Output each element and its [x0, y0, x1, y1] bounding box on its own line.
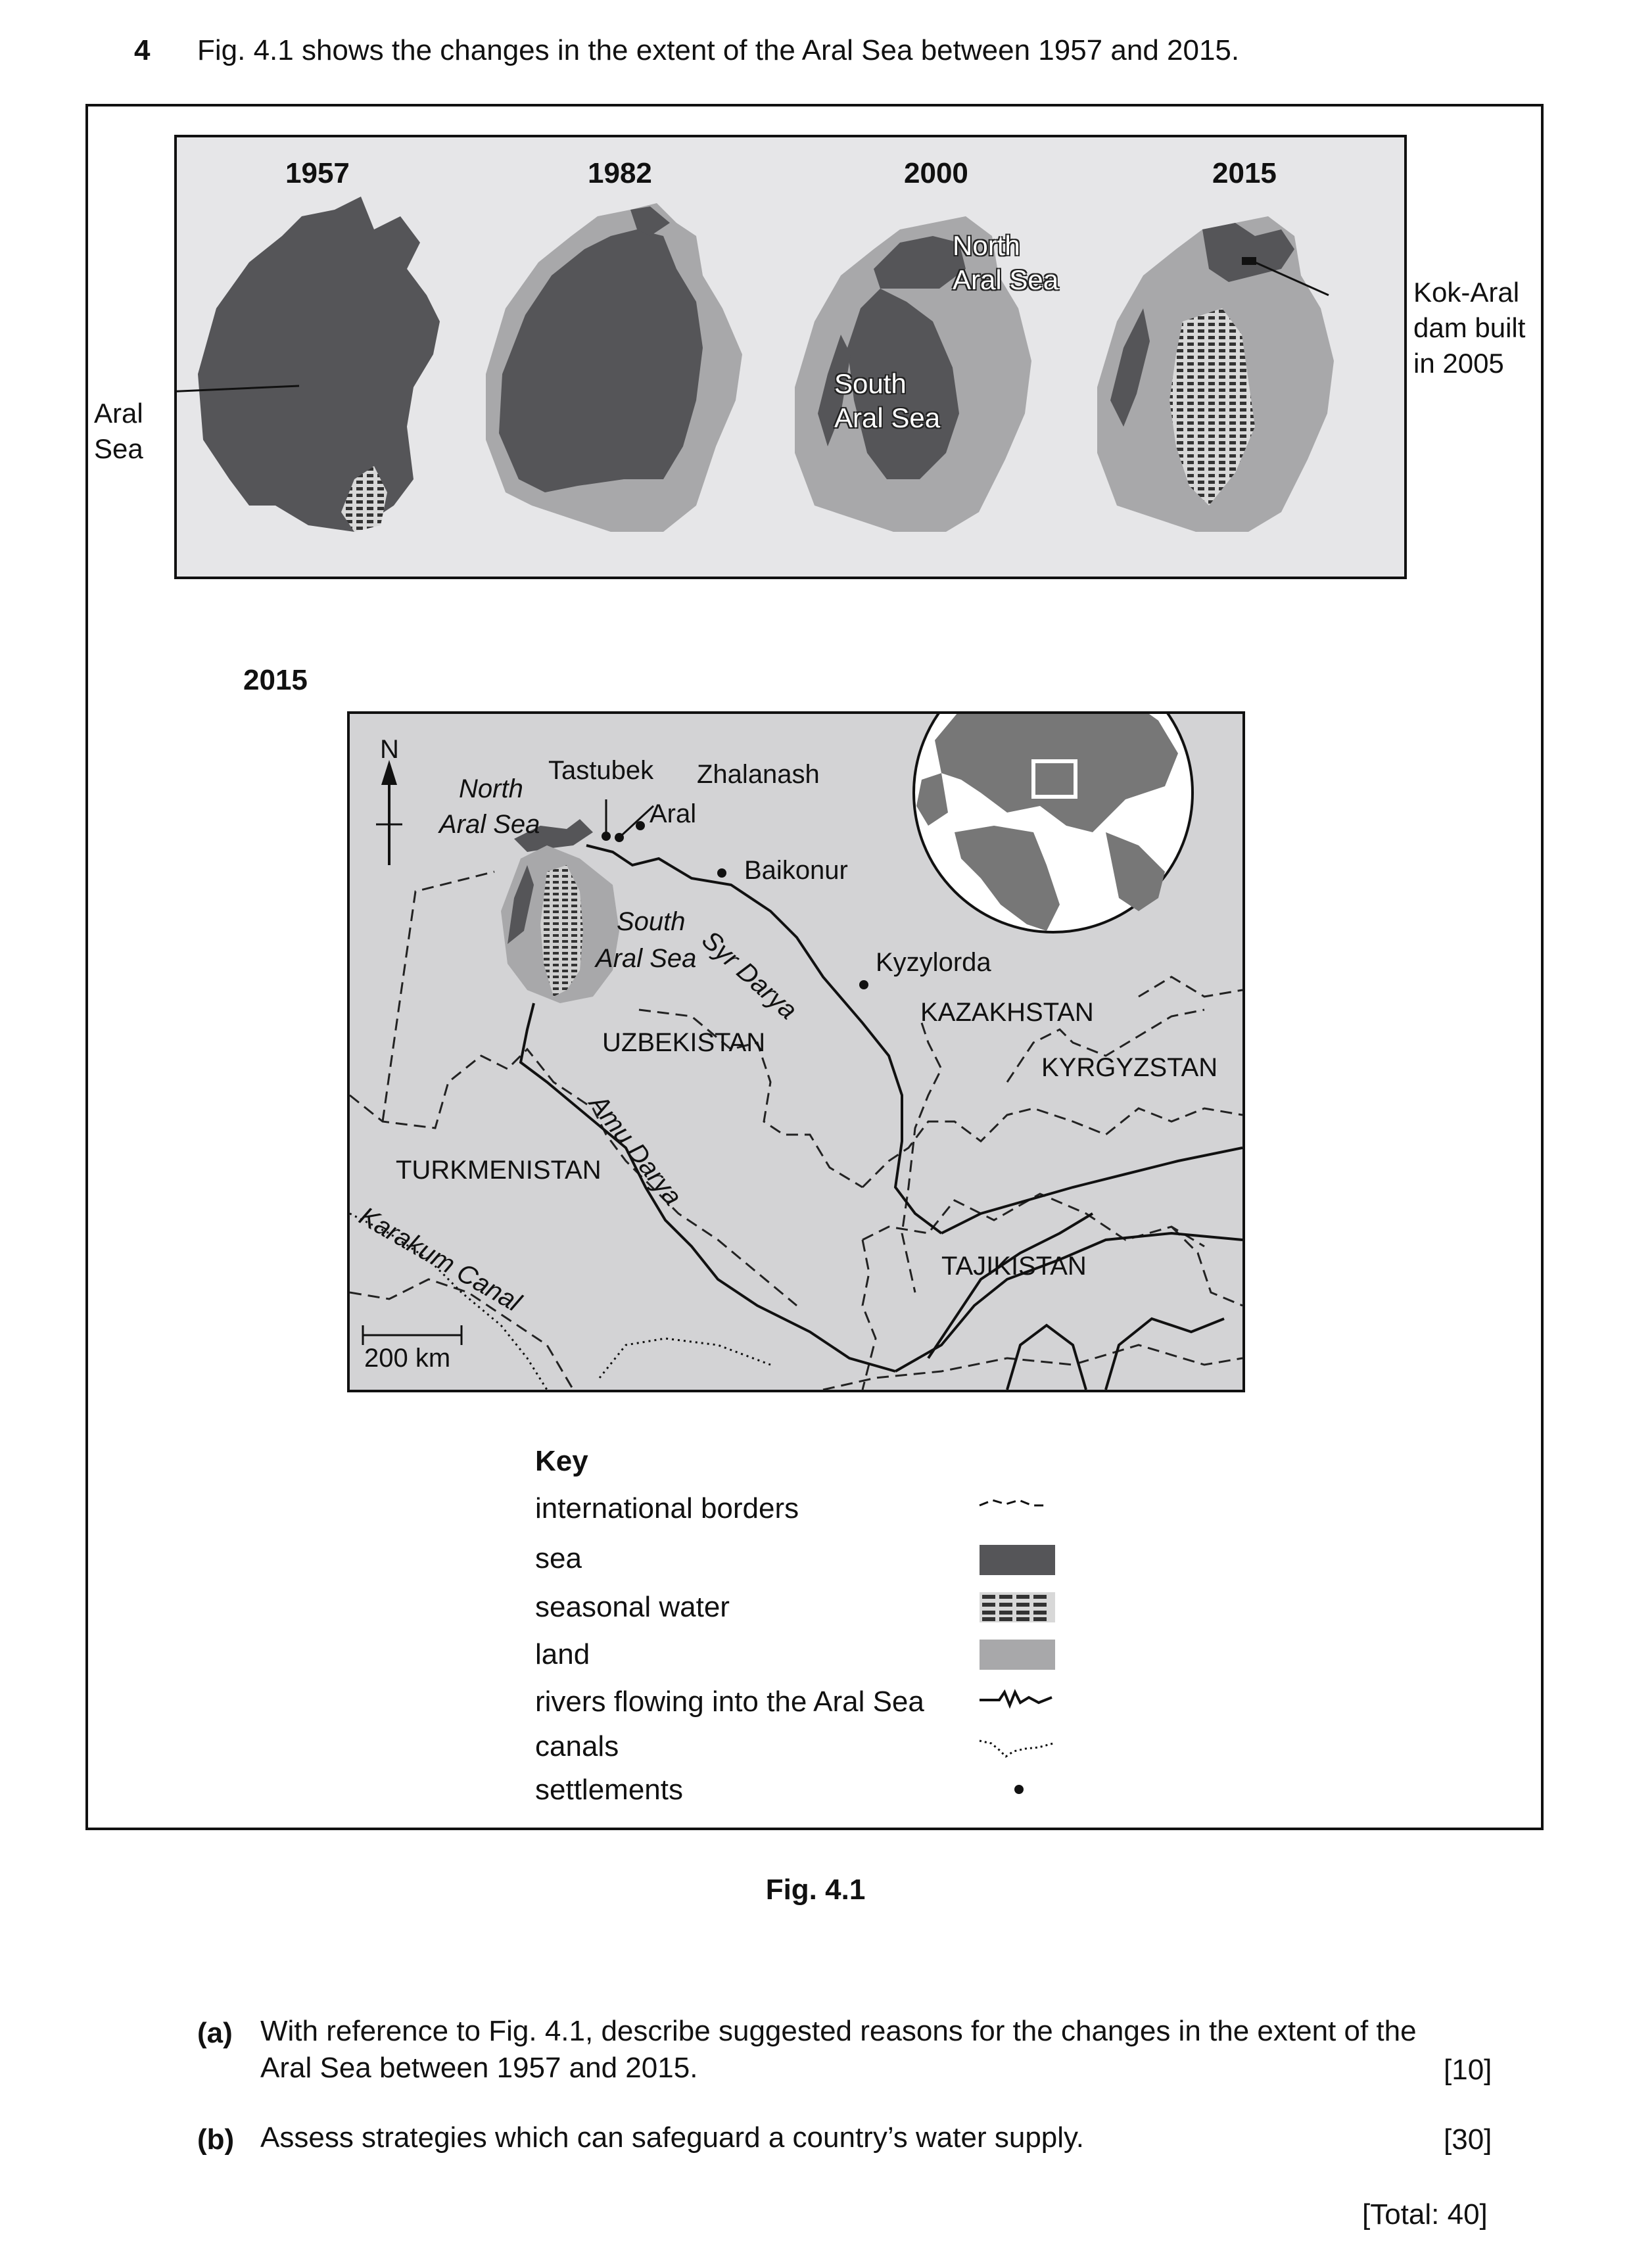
country-kyrgyzstan: KYRGYZSTAN [1041, 1053, 1218, 1082]
place-zhalanash: Zhalanash [697, 760, 820, 789]
river-amu-darya: Amu Darya [583, 1089, 688, 1211]
key-item-seasonal: seasonal water [535, 1591, 730, 1623]
year-label-1982: 1982 [588, 157, 652, 189]
dam-label-2: dam built [1413, 312, 1526, 343]
river-syr-darya: Syr Darya [696, 925, 803, 1026]
total-marks: [Total: 40] [1362, 2198, 1488, 2231]
place-aral: Aral [650, 799, 697, 828]
north-aral-map-1: North [459, 774, 523, 803]
south-aral-label-2: Aral Sea [834, 402, 941, 433]
country-uzbekistan: UZBEKISTAN [602, 1028, 766, 1057]
country-kazakhstan: KAZAKHSTAN [920, 998, 1094, 1027]
south-aral-label-1: South [834, 368, 907, 399]
map-year-label: 2015 [243, 664, 308, 696]
year-label-2000: 2000 [904, 157, 968, 189]
north-arrow-label: N [380, 735, 399, 764]
aral-sea-label-2: Sea [94, 433, 143, 464]
part-b-line1: Assess strategies which can safeguard a country’s water supply. [260, 2121, 1084, 2154]
key-item-borders: international borders [535, 1492, 799, 1524]
part-a-marks: [10] [1444, 2054, 1492, 2086]
key-item-canals: canals [535, 1730, 619, 1762]
dam-label-1: Kok-Aral [1413, 277, 1520, 308]
aral-sea-maps-svg [177, 137, 1404, 577]
part-b-label: (b) [197, 2123, 235, 2156]
map-1982 [486, 203, 742, 532]
north-aral-label-2: Aral Sea [953, 264, 1059, 295]
globe-inset [914, 714, 1193, 932]
region-map-2015 [347, 711, 1245, 1392]
key-title: Key [535, 1445, 588, 1477]
south-aral-map-2: Aral Sea [596, 944, 697, 973]
key-symbols [973, 1486, 1072, 1808]
country-tajikistan: TAJIKISTAN [941, 1252, 1087, 1281]
part-a-label: (a) [197, 2017, 233, 2049]
aral-sea-change-panel [174, 135, 1407, 579]
scale-bar-label: 200 km [364, 1344, 451, 1373]
part-a-line1: With reference to Fig. 4.1, describe suggested reasons for the changes in the extent of the [260, 2015, 1417, 2047]
year-label-1957: 1957 [285, 157, 350, 189]
place-tastubek: Tastubek [548, 756, 654, 785]
key-item-settlements: settlements [535, 1774, 683, 1806]
part-a-line2: Aral Sea between 1957 and 2015. [260, 2052, 698, 2084]
canal-karakum: Karakum Canal [354, 1201, 526, 1317]
part-b-marks: [30] [1444, 2123, 1492, 2156]
figure-caption: Fig. 4.1 [765, 1874, 866, 1906]
key-item-sea: sea [535, 1542, 582, 1574]
dam-label-3: in 2005 [1413, 348, 1504, 379]
key-item-rivers: rivers flowing into the Aral Sea [535, 1686, 924, 1718]
place-baikonur: Baikonur [744, 856, 848, 885]
country-turkmenistan: TURKMENISTAN [396, 1156, 602, 1185]
question-number: 4 [134, 34, 151, 66]
place-kyzylorda: Kyzylorda [876, 948, 991, 977]
key-item-land: land [535, 1638, 590, 1670]
year-label-2015: 2015 [1212, 157, 1277, 189]
question-intro: Fig. 4.1 shows the changes in the extent of the Aral Sea between 1957 and 2015. [197, 34, 1240, 66]
map-1957 [198, 197, 440, 532]
south-aral-map-1: South [617, 907, 686, 936]
aral-sea-label-1: Aral [94, 398, 143, 429]
north-aral-label-1: North [953, 230, 1020, 261]
north-aral-map-2: Aral Sea [439, 810, 540, 839]
map-2015 [1097, 216, 1334, 532]
